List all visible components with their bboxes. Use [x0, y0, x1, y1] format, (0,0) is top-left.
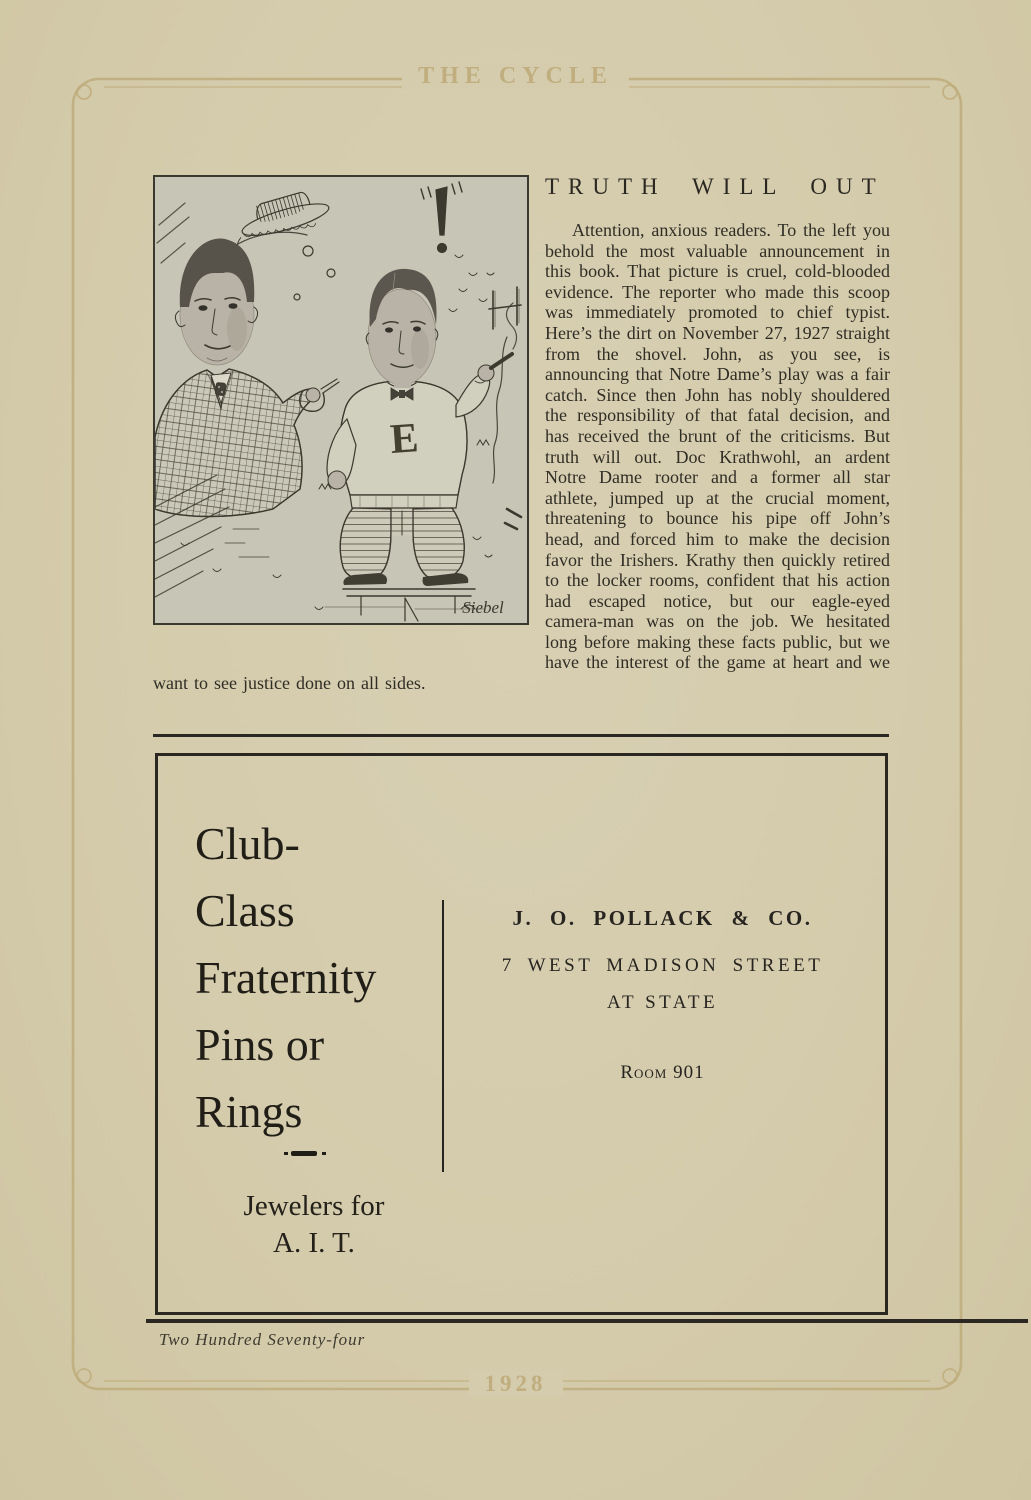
company-address-line1: 7 WEST MADISON STREET [501, 955, 824, 976]
year-label: 1928 [0, 1371, 1031, 1397]
cartoon-illustration [155, 177, 527, 623]
ad-product-list [195, 810, 376, 1145]
ad-vertical-divider [442, 900, 444, 1172]
ad-tagline-line2: A. I. T. [273, 1227, 355, 1259]
bottom-rule [146, 1319, 1028, 1323]
cartoon-photo [153, 175, 529, 625]
ad-product-line: Class [195, 885, 295, 936]
ad-tagline-line1: Jewelers for [243, 1190, 385, 1222]
ad-product-line: Pins or [195, 1019, 325, 1070]
company-address-line2: AT STATE [606, 992, 719, 1013]
masthead-title: THE CYCLE [0, 63, 1031, 90]
ad-tagline [186, 1188, 442, 1262]
article-body: Attention, anxious readers. To the left you behold the most valuable announcement in this book. That picture is cruel, cold-blooded evidence. The reporter who made this scoop was immediately promoted to chief typist. Here’s the dirt on November 27, 1927 straight from the shovel. John, as you see, is announcing that Notre Dame’s play was a fair catch. Since then John has nobly shouldered the responsibility of that fatal decision, and has received the brunt of the criticisms. But truth will out. Doc Krathwohl, an ardent Notre Dame rooter and a former all star athlete, jumped up at the crucial moment, threatening to bounce his pipe off John’s head, and forced him to make the decision favor the Irishers. Krathy then quickly retired to the locker rooms, confident that his action had escaped notice, but our eagle-eyed camera-man was on the job. We hesitated long before making these facts public, but we have the interest of the game at heart and we want to see justice done on all sides. [153, 220, 890, 694]
advertisement-box [155, 753, 888, 1315]
company-room: Room 901 [620, 1062, 705, 1083]
ad-product-line: Rings [195, 1086, 303, 1137]
article-title: TRUTH WILL OUT [545, 174, 885, 199]
ornament-divider-icon [282, 1149, 328, 1159]
article [153, 172, 890, 694]
page-number: Two Hundred Seventy-four [159, 1330, 366, 1349]
ad-product-line: Fraternity [195, 952, 377, 1003]
artist-signature: Siebel [462, 598, 504, 617]
ad-product-line: Club- [195, 818, 300, 869]
company-name: J. O. POLLACK & CO. [512, 906, 813, 930]
svg-text:E: E [388, 415, 420, 463]
horizontal-rule [153, 734, 889, 737]
